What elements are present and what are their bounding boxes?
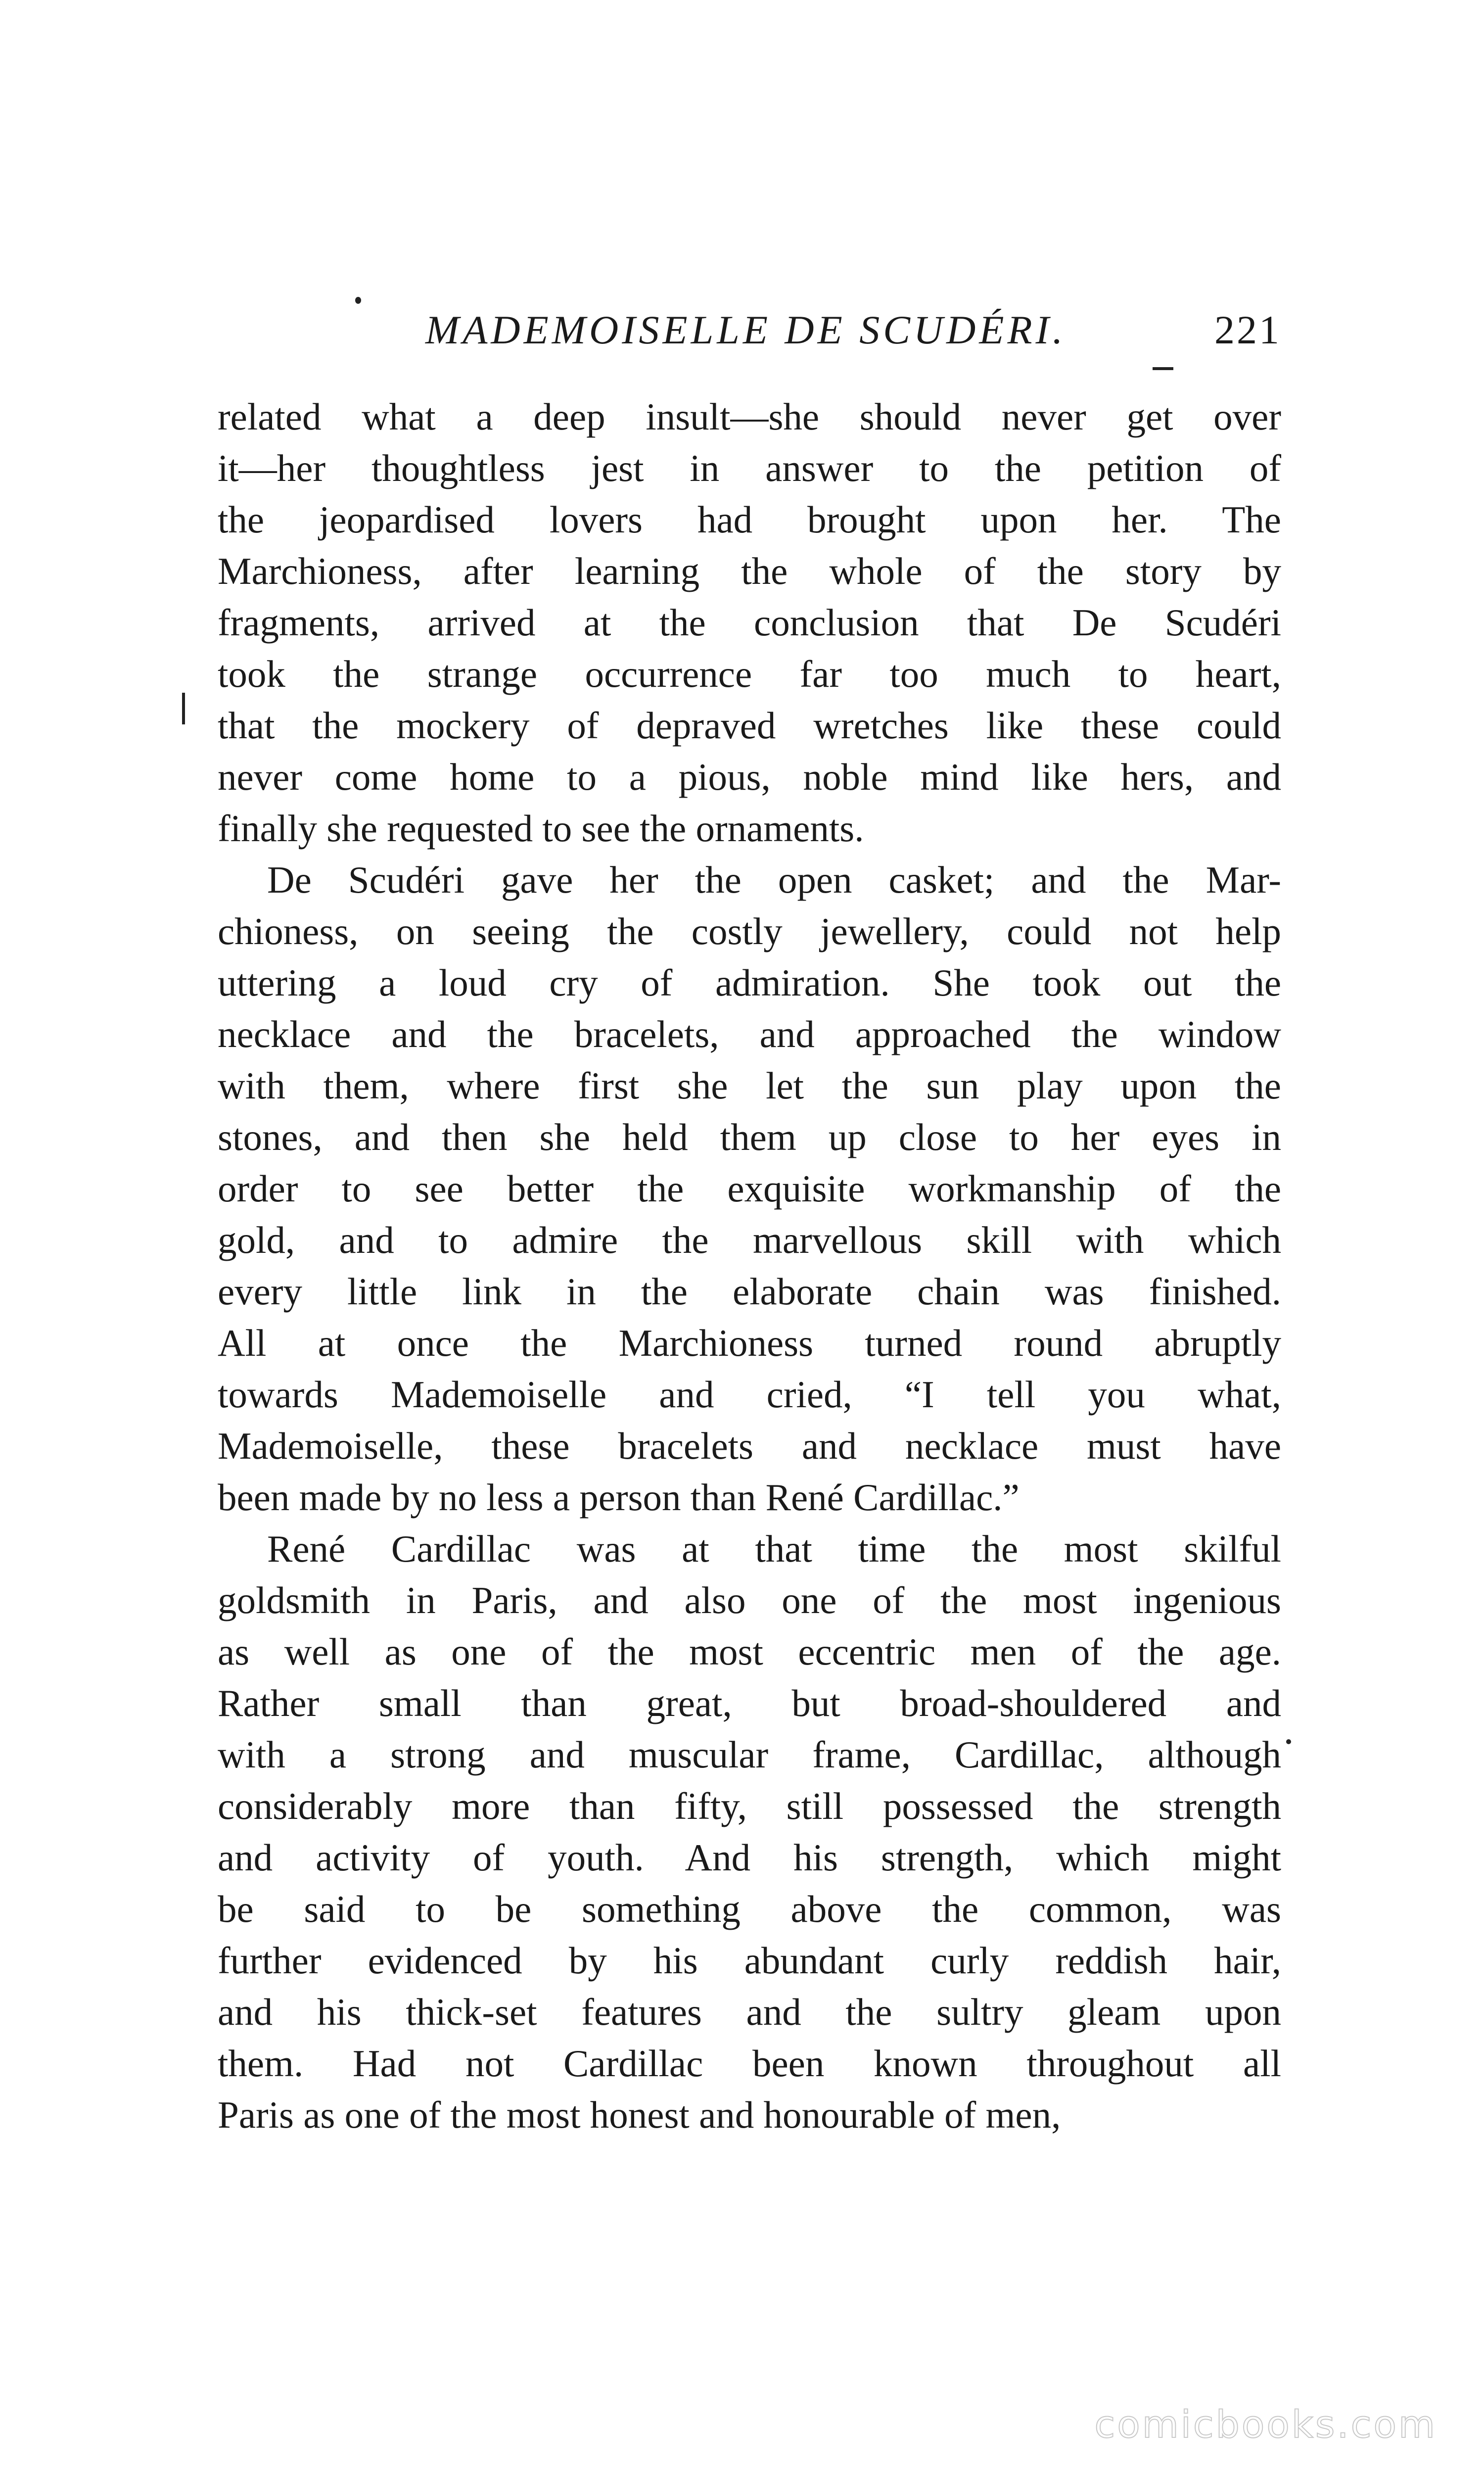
text-line: them. Had not Cardillac been known throughout all: [218, 2042, 1281, 2085]
page-number: 221: [1214, 307, 1281, 352]
text-line: with them, where first she let the sun play upon the: [218, 1064, 1281, 1107]
paragraph: [218, 854, 1281, 1523]
text-line: Paris as one of the most honest and honourable of men,: [218, 2093, 1061, 2136]
text-line: towards Mademoiselle and cried, “I tell you what,: [218, 1373, 1281, 1416]
text-line: uttering a loud cry of admiration. She took out the: [218, 961, 1281, 1004]
text-line: took the strange occurrence far too much to heart,: [218, 653, 1281, 695]
text-line: Mademoiselle, these bracelets and necklace must have: [218, 1425, 1281, 1467]
text-line: and activity of youth. And his strength, which might: [218, 1836, 1281, 1879]
text-line: goldsmith in Paris, and also one of the most ingenious: [218, 1579, 1281, 1621]
text-line: with a strong and muscular frame, Cardillac, although: [218, 1733, 1281, 1776]
text-line: as well as one of the most eccentric men of the age.: [218, 1630, 1281, 1673]
text-line: be said to be something above the common, was: [218, 1888, 1281, 1930]
text-line: All at once the Marchioness turned round abruptly: [218, 1322, 1281, 1364]
text-line: chioness, on seeing the costly jewellery, could not help: [218, 910, 1281, 952]
text-line: De Scudéri gave her the open casket; and the Mar-: [267, 858, 1281, 901]
text-line: Marchioness, after learning the whole of the story by: [218, 550, 1281, 592]
text-line: fragments, arrived at the conclusion that De Scudéri: [218, 601, 1281, 644]
text-line: every little link in the elaborate chain was finished.: [218, 1270, 1281, 1313]
print-speck: [1286, 1739, 1291, 1744]
paragraph: [218, 391, 1281, 854]
text-line: that the mockery of depraved wretches like these could: [218, 704, 1281, 747]
text-line: related what a deep insult—she should never get over: [218, 395, 1281, 438]
text-line: Rather small than great, but broad-shouldered and: [218, 1682, 1281, 1724]
body-text: [218, 391, 1281, 2141]
text-line: it—her thoughtless jest in answer to the petition of: [218, 447, 1281, 489]
page-header: [218, 302, 1281, 356]
text-line: necklace and the bracelets, and approached the window: [218, 1013, 1281, 1055]
text-line: further evidenced by his abundant curly reddish hair,: [218, 1939, 1281, 1982]
text-line: finally she requested to see the ornaments.: [218, 807, 864, 850]
paragraph: [218, 1523, 1281, 2141]
text-line: considerably more than fifty, still possessed the strength: [218, 1785, 1281, 1827]
running-head: MADEMOISELLE DE SCUDÉRI.: [425, 307, 1067, 352]
text-line: the jeopardised lovers had brought upon her. The: [218, 498, 1281, 541]
text-line: order to see better the exquisite workmanship of the: [218, 1167, 1281, 1210]
text-line: and his thick-set features and the sultry gleam upon: [218, 1991, 1281, 2033]
text-line: never come home to a pious, noble mind like hers, and: [218, 756, 1281, 798]
text-line: stones, and then she held them up close to her eyes in: [218, 1116, 1281, 1158]
text-line: gold, and to admire the marvellous skill with which: [218, 1219, 1281, 1261]
print-mark: [1153, 367, 1173, 370]
margin-mark: [182, 693, 185, 724]
text-line: René Cardillac was at that time the most skilful: [267, 1527, 1281, 1570]
text-line: been made by no less a person than René Cardillac.”: [218, 1476, 1020, 1519]
watermark: comicbooks.com: [1094, 2402, 1437, 2446]
